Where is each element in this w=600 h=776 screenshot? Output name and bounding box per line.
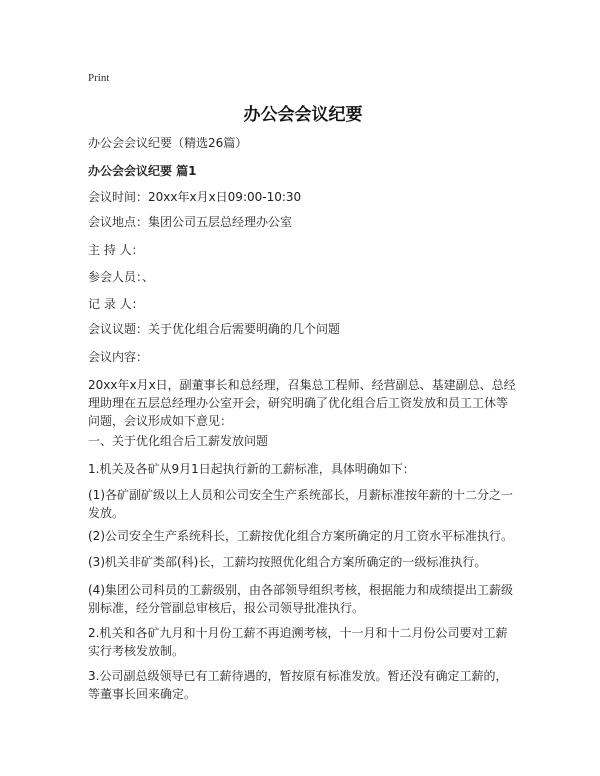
subitem-2-paragraph: (2)公司安全生产系统科长，工薪按优化组合方案所确定的月工资水平标准执行。 bbox=[88, 529, 514, 543]
meeting-topic: 会议议题：关于优化组合后需要明确的几个问题 bbox=[88, 322, 341, 336]
meeting-recorder: 记 录 人： bbox=[88, 297, 144, 311]
item-2-paragraph: 2.机关和各矿九月和十月份工薪不再追溯考核，十一月和十二月份公司要对工薪实行考核发放制。 bbox=[88, 626, 508, 658]
meeting-summary-paragraph: 20xx年x月x日，副董事长和总经理，召集总工程师、经营副总、基建副总、总经理助理在五层总经理办公室开会，研究明确了优化组合后工资发放和员工工休等问题，会议形成如下意见： bbox=[88, 378, 516, 428]
subitem-1-paragraph: (1)各矿副矿级以上人员和公司安全生产系统部长，月薪标准按年薪的十二分之一发放。 bbox=[88, 488, 514, 520]
meeting-time: 会议时间：20xx年x月x日09:00-10:30 bbox=[88, 190, 302, 204]
section-one-heading: 一、关于优化组合后工薪发放问题 bbox=[88, 434, 269, 448]
item-1-paragraph: 1.机关及各矿从9月1日起执行新的工薪标准，具体明确如下： bbox=[88, 462, 415, 476]
item-3-paragraph: 3.公司副总级领导已有工薪待遇的，暂按原有标准发放。暂还没有确定工薪的，等董事长回来确定。 bbox=[88, 669, 508, 701]
meeting-attendees: 参会人员：、 bbox=[88, 270, 155, 284]
document-subtitle: 办公会会议纪要（精选26篇） bbox=[88, 136, 248, 150]
meeting-host: 主 持 人： bbox=[88, 243, 144, 257]
meeting-location: 会议地点：集团公司五层总经理办公室 bbox=[88, 215, 293, 229]
print-link[interactable]: Print bbox=[88, 72, 110, 84]
document-title: 办公会会议纪要 bbox=[243, 105, 363, 125]
subitem-4-paragraph: (4)集团公司科员的工薪级别，由各部领导组织考核，根据能力和成绩提出工薪级别标准，经分管副总审核后，报公司领导批准执行。 bbox=[88, 583, 514, 615]
section-heading: 办公会会议纪要 篇1 bbox=[88, 164, 197, 178]
subitem-3-paragraph: (3)机关非矿类部(科)长，工薪均按照优化组合方案所确定的一级标准执行。 bbox=[88, 555, 487, 569]
meeting-content-label: 会议内容： bbox=[88, 350, 149, 364]
